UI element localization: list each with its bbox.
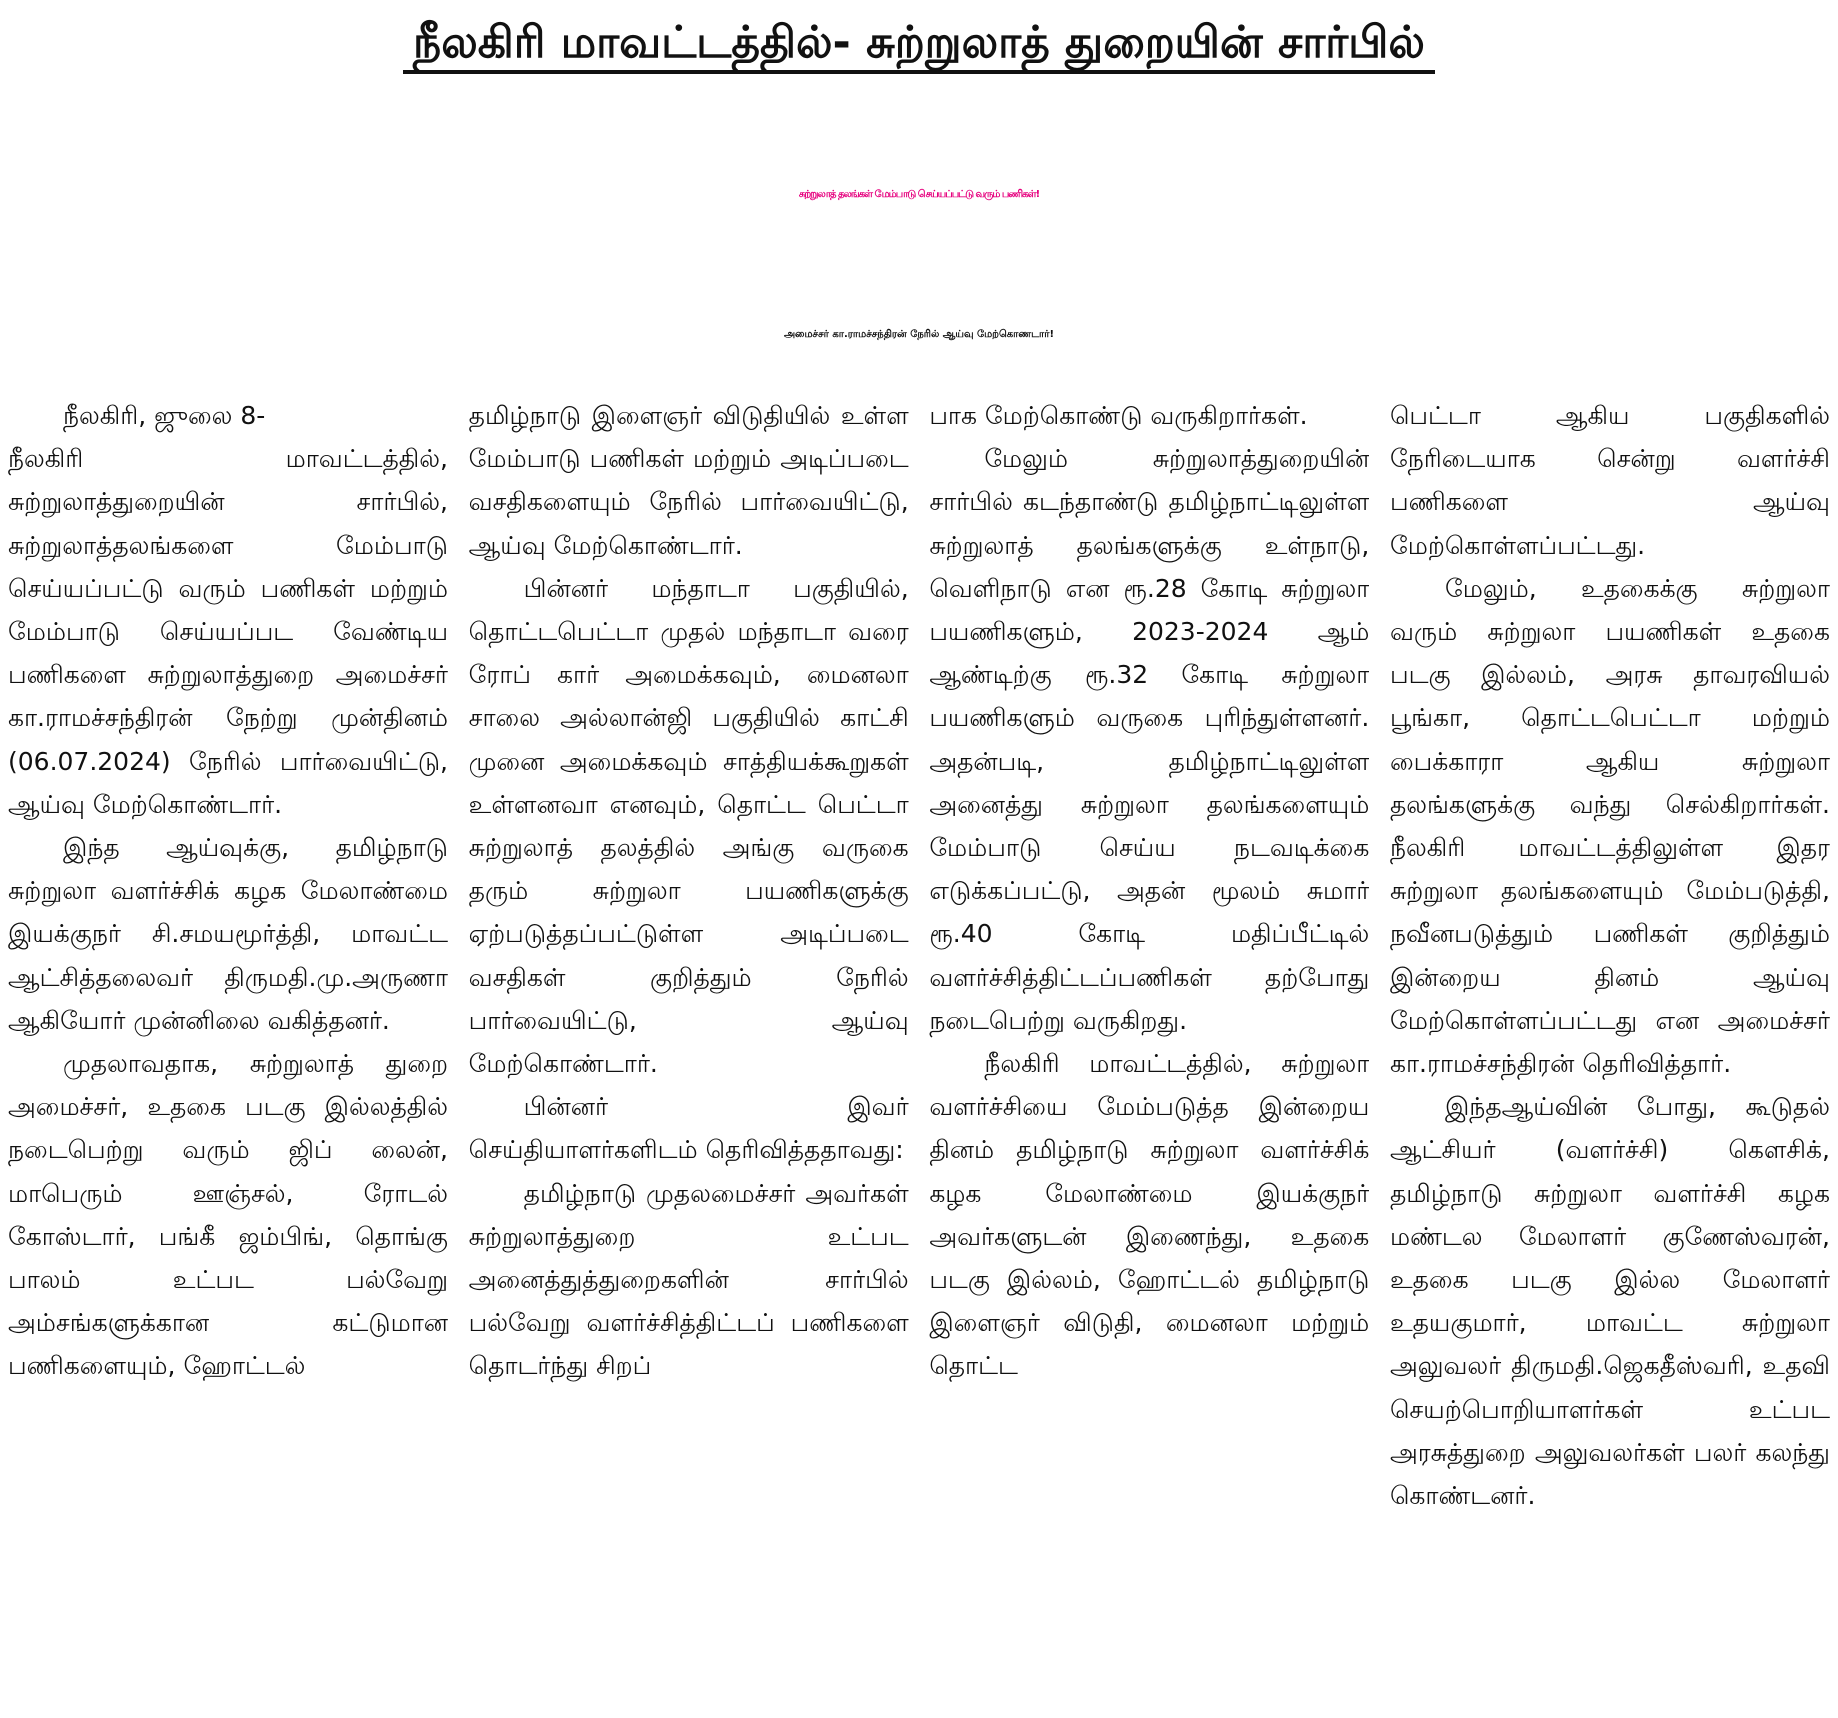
- article-paragraph: நீலகிரி மாவட்டத்தில், சுற்றுலா வளர்ச்சியை மேம்படுத்த இன்றைய தினம் தமிழ்நாடு சுற்றுலா வளர்ச்சிக் கழக மேலாண்மை இயக்குநர் அவர்களுடன் இணைந்து, உதகை படகு இல்லம், ஹோட்டல் தமிழ்நாடு இளைஞர் விடுதி, மைனலா மற்றும் தொட்ட: [929, 1049, 1370, 1381]
- article-paragraph: இந்த ஆய்வுக்கு, தமிழ்நாடு சுற்றுலா வளர்ச்சிக் கழக மேலாண்மை இயக்குநர் சி.சமயமூர்த்தி, மாவட்ட ஆட்சித்தலைவர் திருமதி.மு.அருணா ஆகியோர் முன்னிலை வகித்தனர்.: [8, 833, 448, 1035]
- sub-headline: அமைச்சர் கா.ராமச்சந்திரன் நேரில் ஆய்வு மேற்கொணடார்!: [783, 329, 1055, 340]
- article-column-2: [469, 394, 909, 1712]
- kicker-heading: [0, 8, 1838, 78]
- article-column-1: [8, 394, 448, 1712]
- article-paragraph: நீலகிரி மாவட்டத்தில், சுற்றுலாத்துறையின் சார்பில், சுற்றுலாத்தலங்களை மேம்பாடு செய்யப்பட்டு வரும் பணிகள் மற்றும் மேம்பாடு செய்யப்பட வேண்டிய பணிகளை சுற்றுலாத்துறை அமைச்சர் கா.ராமச்சந்திரன் நேற்று முன்தினம் (06.07.2024) நேரில் பார்வையிட்டு, ஆய்வு மேற்கொண்டார்.: [8, 444, 448, 819]
- dateline: நீலகிரி, ஜுலை 8-: [63, 401, 266, 430]
- article-paragraph: மேலும் சுற்றுலாத்துறையின் சார்பில் கடந்தாண்டு தமிழ்நாட்டிலுள்ள சுற்றுலாத் தலங்களுக்கு உள்நாடு, வெளிநாடு என ரூ.28 கோடி சுற்றுலா பயணிகளும், 2023-2024 ஆம் ஆண்டிற்கு ரூ.32 கோடி சுற்றுலா பயணிகளும் வருகை புரிந்துள்ளனர். அதன்படி, தமிழ்நாட்டிலுள்ள அனைத்து சுற்றுலா தலங்களையும் மேம்பாடு செய்ய நடவடிக்கை எடுக்கப்பட்டு, அதன் மூலம் சுமார் ரூ.40 கோடி மதிப்பீட்டில் வளர்ச்சித்திட்டப்பணிகள் தற்போது நடைபெற்று வருகிறது.: [929, 444, 1370, 1035]
- article-paragraph: பெட்டா ஆகிய பகுதிகளில் நேரிடையாக சென்று வளர்ச்சி பணிகளை ஆய்வு மேற்கொள்ளப்பட்டது.: [1389, 401, 1830, 560]
- article-paragraph: பின்னர் மந்தாடா பகுதியில், தொட்டபெட்டா முதல் மந்தாடா வரை ரோப் கார் அமைக்கவும், மைனலா சாலை அல்லான்ஜி பகுதியில் காட்சி முனை அமைக்கவும் சாத்தியக்கூறுகள் உள்ளனவா எனவும், தொட்ட பெட்டா சுற்றுலாத் தலத்தில் அங்கு வருகை தரும் சுற்றுலா பயணிகளுக்கு ஏற்படுத்தப்பட்டுள்ள அடிப்படை வசதிகள் குறித்தும் நேரில் பார்வையிட்டு, ஆய்வு மேற்கொண்டார்.: [468, 573, 909, 1079]
- article-paragraph: இந்தஆய்வின் போது, கூடுதல் ஆட்சியர் (வளர்ச்சி) கௌசிக், தமிழ்நாடு சுற்றுலா வளர்ச்சி கழக மண்டல மேலாளர் குணேஸ்வரன், உதகை படகு இல்ல மேலாளர் உதயகுமார், மாவட்ட சுற்றுலா அலுவலர் திருமதி.ஜெகதீஸ்வரி, உதவி செயற்பொறியாளர்கள் உட்பட அரசுத்துறை அலுவலர்கள் பலர் கலந்து கொண்டனர்.: [1389, 1092, 1830, 1511]
- article-column-4: [1390, 394, 1830, 1712]
- article-column-3: [929, 394, 1369, 1712]
- kicker-text: நீலகிரி மாவட்டத்தில்- சுற்றுலாத் துறையின் சார்பில்: [403, 17, 1435, 74]
- main-headline: சுற்றுலாத் தலங்கள் மேம்பாடு செய்யப்பட்டு வரும் பணிகள்!: [798, 189, 1040, 200]
- article-paragraph: தமிழ்நாடு இளைஞர் விடுதியில் உள்ள மேம்பாடு பணிகள் மற்றும் அடிப்படை வசதிகளையும் நேரில் பார்வையிட்டு, ஆய்வு மேற்கொண்டார்.: [468, 401, 909, 560]
- article-columns: [8, 394, 1830, 1712]
- article-paragraph: பாக மேற்கொண்டு வருகிறார்கள்.: [929, 401, 1308, 430]
- article-paragraph: முதலாவதாக, சுற்றுலாத் துறை அமைச்சர், உதகை படகு இல்லத்தில் நடைபெற்று வரும் ஜிப் லைன், மாபெரும் ஊஞ்சல், ரோடல் கோஸ்டார், பங்கீ ஜம்பிங், தொங்கு பாலம் உட்பட பல்வேறு அம்சங்களுக்கான கட்டுமான பணிகளையும், ஹோட்டல்: [8, 1049, 448, 1381]
- article-paragraph: தமிழ்நாடு முதலமைச்சர் அவர்கள் சுற்றுலாத்துறை உட்பட அனைத்துத்துறைகளின் சார்பில் பல்வேறு வளர்ச்சித்திட்டப் பணிகளை தொடர்ந்து சிறப்: [468, 1178, 909, 1381]
- article-paragraph: பின்னர் இவர் செய்தியாளர்களிடம் தெரிவித்ததாவது:: [468, 1092, 909, 1165]
- article-paragraph: மேலும், உதகைக்கு சுற்றுலா வரும் சுற்றுலா பயணிகள் உதகை படகு இல்லம், அரசு தாவரவியல் பூங்கா, தொட்டபெட்டா மற்றும் பைக்காரா ஆகிய சுற்றுலா தலங்களுக்கு வந்து செல்கிறார்கள். நீலகிரி மாவட்டத்திலுள்ள இதர சுற்றுலா தலங்களையும் மேம்படுத்தி, நவீனபடுத்தும் பணிகள் குறித்தும் இன்றைய தினம் ஆய்வு மேற்கொள்ளப்பட்டது என அமைச்சர் கா.ராமச்சந்திரன் தெரிவித்தார்.: [1389, 573, 1830, 1079]
